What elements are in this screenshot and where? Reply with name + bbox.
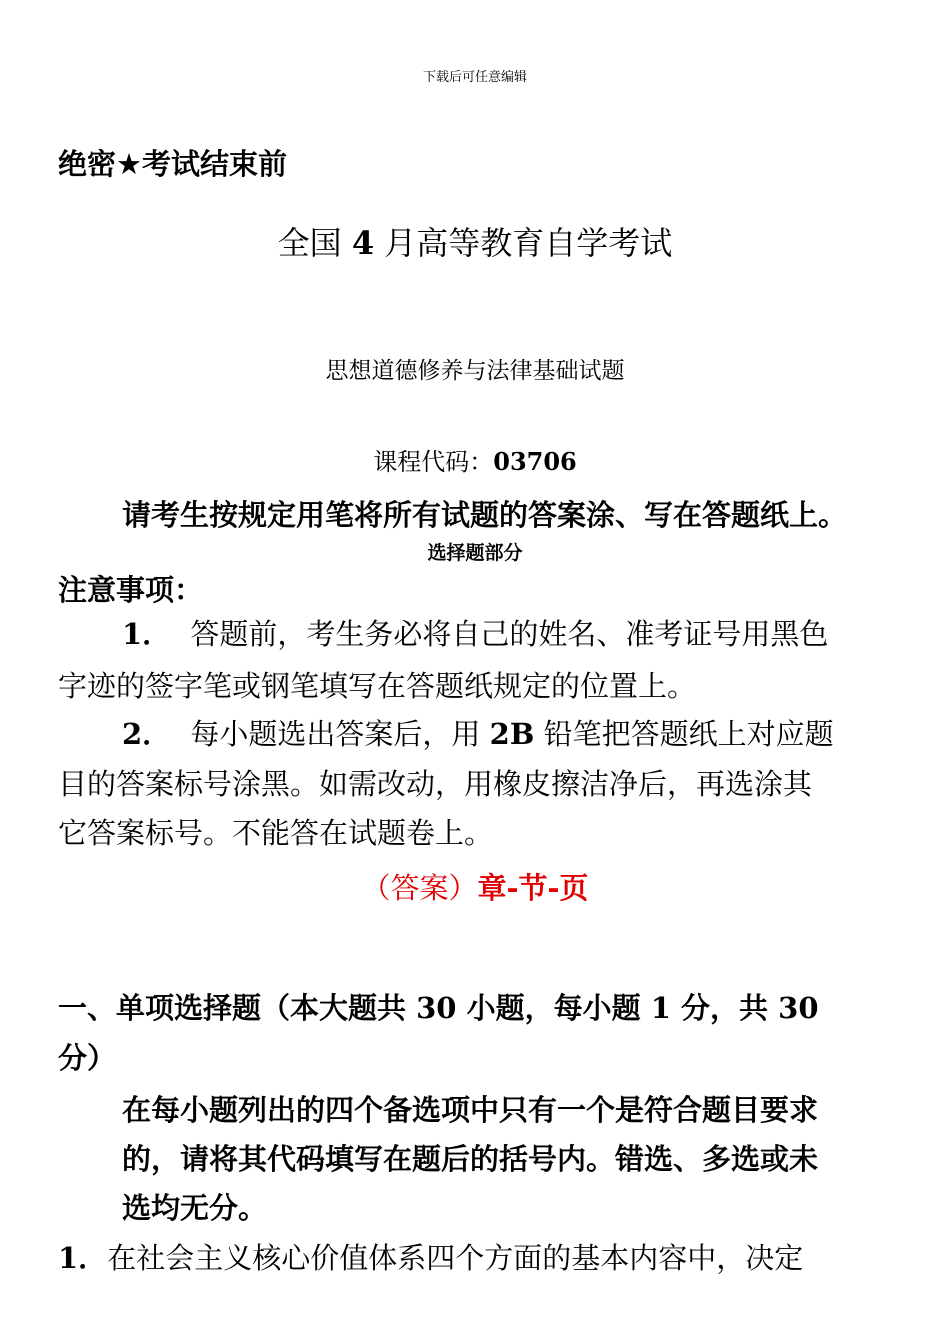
- exam-title-suffix: 月高等教育自学考试: [384, 224, 673, 262]
- secret-mark: 绝密★考试结束前: [58, 147, 287, 181]
- notice-item-1-line-2: 字迹的签字笔或钢笔填写在答题纸规定的位置上。: [58, 669, 697, 703]
- question-1-number: 1．: [58, 1241, 108, 1275]
- part-one-desc-line-2: 的，请将其代码填写在题后的括号内。错选、多选或未: [122, 1142, 819, 1176]
- part-one-heading-a: 一、单项选择题（本大题共: [58, 991, 407, 1025]
- question-1: [58, 1236, 803, 1277]
- exam-title: [0, 218, 950, 264]
- answer-reference: [0, 866, 950, 907]
- exam-title-month: 4: [351, 224, 375, 262]
- header-note: 下载后可任意编辑: [422, 70, 527, 85]
- part-one-total-questions: 30: [416, 991, 457, 1025]
- question-1-text: 在社会主义核心价值体系四个方面的基本内容中，决定: [107, 1241, 804, 1275]
- notice-item-2-text-b: 铅笔把答题纸上对应题: [543, 717, 834, 751]
- notice-item-2-number: 2．: [122, 717, 172, 751]
- answer-reference-rest: 章-节-页: [477, 871, 589, 905]
- notice-item-2-text-a: 每小题选出答案后，用: [190, 717, 481, 751]
- notice-item-2-line-1: [122, 717, 834, 751]
- answer-instruction: 请考生按规定用笔将所有试题的答案涂、写在答题纸上。: [122, 498, 848, 532]
- notice-heading: 注意事项：: [58, 573, 204, 607]
- part-one-total-points: 30: [778, 991, 819, 1025]
- part-one-heading-b: 小题，每小题: [466, 991, 641, 1025]
- part-one-heading-c: 分，共: [681, 991, 769, 1025]
- part-one-heading-line-1: [58, 986, 819, 1027]
- course-code-value: 03706: [493, 447, 577, 476]
- course-code: [0, 442, 950, 477]
- notice-item-2-line-2: 目的答案标号涂黑。如需改动，用橡皮擦洁净后，再选涂其: [58, 767, 813, 801]
- notice-item-1-text: 答题前，考生务必将自己的姓名、准考证号用黑色: [190, 617, 829, 651]
- part-one-desc-line-3: 选均无分。: [122, 1191, 268, 1225]
- notice-item-1-number: 1．: [122, 617, 172, 651]
- course-code-label: 课程代码：: [373, 448, 494, 476]
- part-one-desc-line-1: 在每小题列出的四个备选项中只有一个是符合题目要求: [122, 1093, 819, 1127]
- answer-reference-paren: （答案）: [361, 871, 478, 905]
- notice-item-2-line-3: 它答案标号。不能答在试题卷上。: [58, 816, 494, 850]
- section-title-choice: 选择题部分: [427, 542, 523, 564]
- subject-title: 思想道德修养与法律基础试题: [325, 358, 625, 384]
- pencil-type: 2B: [489, 717, 535, 751]
- part-one-heading-line-2: 分）: [58, 1041, 117, 1075]
- exam-title-prefix: 全国: [277, 224, 342, 262]
- notice-item-1-line-1: [122, 617, 829, 651]
- part-one-points-each: 1: [650, 991, 671, 1025]
